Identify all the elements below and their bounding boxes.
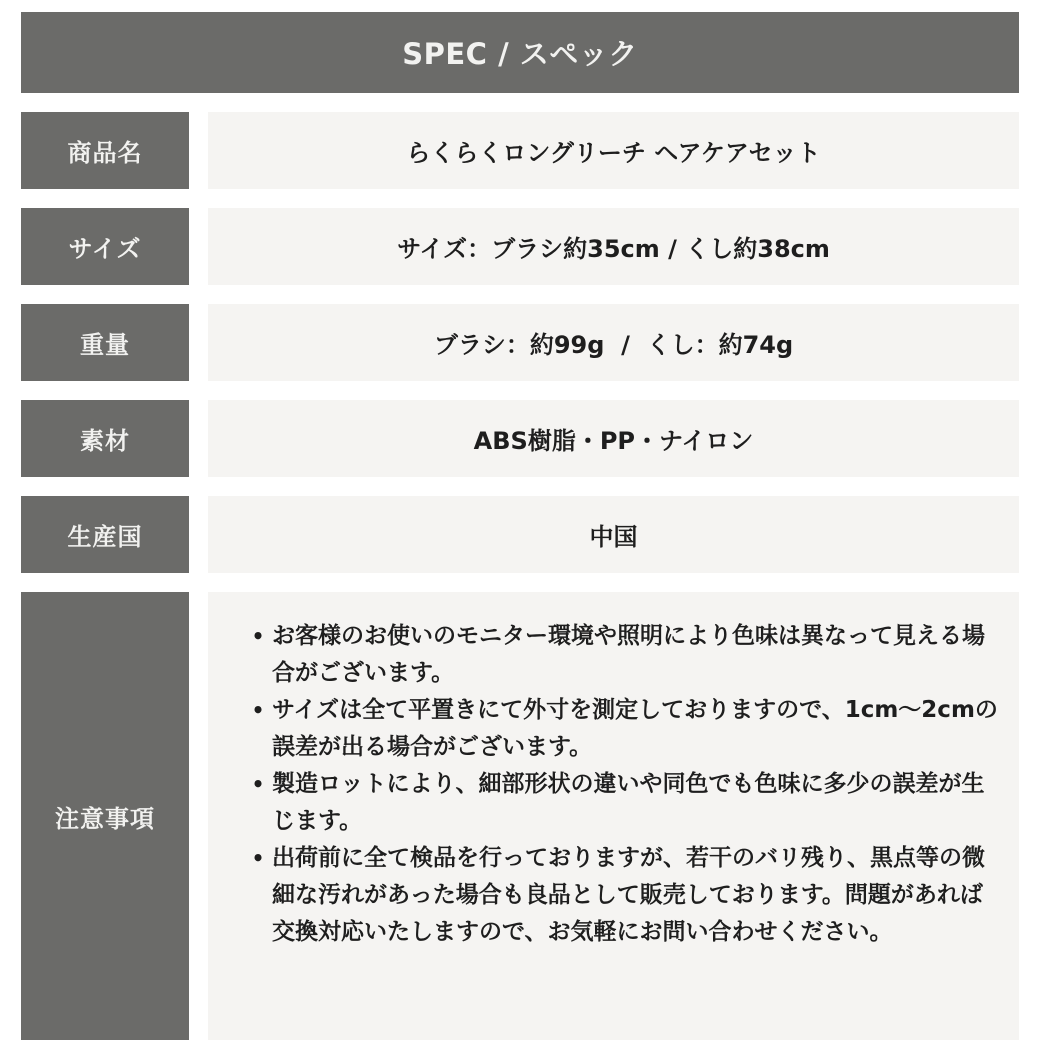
value-material (208, 400, 1019, 477)
note-item (248, 618, 999, 692)
bullet-icon: • (251, 698, 265, 722)
value-size (208, 208, 1019, 285)
notes-box (208, 592, 1019, 1040)
label-size (21, 208, 189, 285)
notes-list (248, 618, 999, 951)
bullet-icon: • (251, 772, 265, 796)
label-material (21, 400, 189, 477)
label-notes-text: 注意事項 (55, 804, 155, 833)
label-product-name-text: 商品名 (67, 139, 143, 167)
spec-header (21, 12, 1019, 93)
value-product-name (208, 112, 1019, 189)
label-material-text: 素材 (80, 427, 130, 455)
note-item (248, 766, 999, 840)
value-country-text: 中国 (589, 523, 638, 551)
note-text: お客様のお使いのモニター環境や照明により色味は異なって見える場合がございます。 (272, 623, 985, 686)
label-notes (21, 592, 189, 1040)
label-size-text: サイズ (68, 235, 142, 263)
label-weight-text: 重量 (80, 331, 130, 359)
value-weight-text: ブラシ：約99g / くし：約74g (433, 331, 794, 359)
label-country (21, 496, 189, 573)
note-text: 出荷前に全て検品を行っておりますが、若干のバリ残り、黒点等の微細な汚れがあった場合も良品として販売しております。問題があれば交換対応いたしますので、お気軽にお問い合わせください。 (272, 845, 985, 945)
value-size-text: サイズ：ブラシ約35cm / くし約38cm (397, 235, 830, 263)
value-weight (208, 304, 1019, 381)
label-weight (21, 304, 189, 381)
note-text: サイズは全て平置きにて外寸を測定しておりますので、1cm～2cmの誤差が出る場合がございます。 (272, 697, 998, 760)
label-country-text: 生産国 (67, 523, 143, 551)
value-material-text: ABS樹脂・PP・ナイロン (473, 427, 754, 455)
note-item (248, 840, 999, 951)
note-text: 製造ロットにより、細部形状の違いや同色でも色味に多少の誤差が生じます。 (272, 771, 985, 834)
note-item (248, 692, 999, 766)
bullet-icon: • (251, 846, 265, 870)
spec-title: SPEC / スペック (402, 37, 638, 71)
value-country (208, 496, 1019, 573)
value-product-name-text: らくらくロングリーチ ヘアケアセット (406, 139, 821, 167)
label-product-name (21, 112, 189, 189)
bullet-icon: • (251, 624, 265, 648)
